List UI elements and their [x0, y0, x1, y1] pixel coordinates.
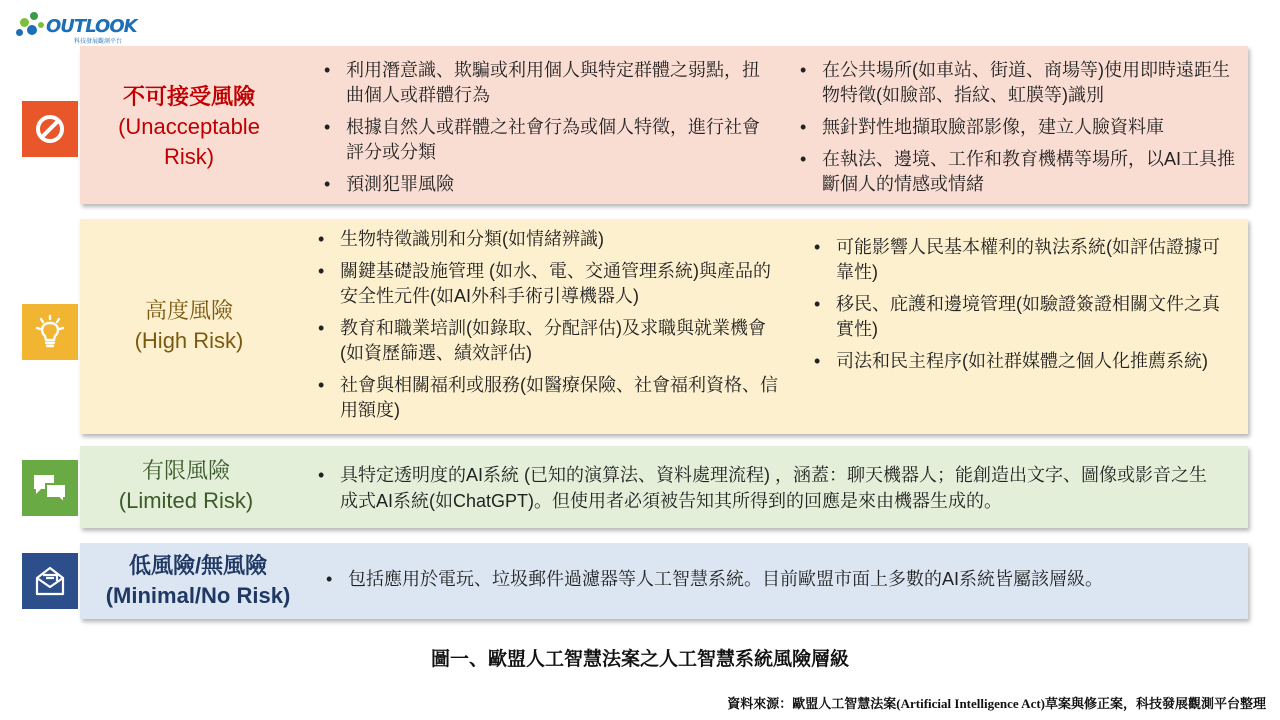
lightbulb-icon: [22, 304, 78, 360]
risk-band-unacceptable: [80, 46, 1248, 204]
risk-title-en: (High Risk): [134, 328, 244, 353]
risk-title-high: [80, 296, 298, 356]
envelope-icon: [22, 553, 78, 609]
chat-bubbles-icon: [22, 460, 78, 516]
outlook-logo: [14, 10, 137, 45]
bullet-item: • 關鍵基礎設施管理 (如水、電、交通管理系統)與產品的安全性元件(如AI外科手術引導機器人): [318, 259, 788, 309]
bullet-list: [318, 462, 1218, 521]
risk-band-high: [80, 219, 1248, 434]
risk-title-zh: 高度風險: [144, 298, 233, 323]
risk-title-zh: 低風險/無風險: [128, 553, 268, 578]
bullet-item: • 可能影響人民基本權利的執法系統(如評估證據可靠性): [814, 235, 1226, 285]
bullet-item: • 生物特徵識別和分類(如情緒辨識): [318, 227, 788, 252]
risk-band-limited: [80, 446, 1248, 528]
bullet-list: [326, 567, 1238, 599]
bullet-list-left: [324, 58, 770, 204]
bullet-item: • 司法和民主程序(如社群媒體之個人化推薦系統): [814, 349, 1226, 374]
risk-title-limited: [80, 456, 292, 516]
bullet-item: • 根據自然人或群體之社會行為或個人特徵，進行社會評分或分類: [324, 115, 770, 165]
risk-title-minimal: [80, 551, 316, 611]
source-note: 資料來源：歐盟人工智慧法案(Artificial Intelligence Act)草案與修正案，科技發展觀測平台整理: [727, 696, 1266, 711]
figure-caption: 圖一、歐盟人工智慧法案之人工智慧系統風險層級: [430, 649, 849, 670]
risk-title-unacceptable: [80, 82, 298, 172]
risk-title-en: (Minimal/No Risk): [105, 583, 291, 608]
bullet-list-left: [318, 227, 788, 430]
risk-title-zh: 有限風險: [141, 458, 230, 483]
bullet-item: • 無針對性地擷取臉部影像，建立人臉資料庫: [800, 115, 1246, 140]
risk-title-en: (Limited Risk): [118, 488, 254, 513]
bullet-item: • 在執法、邊境、工作和教育機構等場所，以AI工具推斷個人的情感或情緒: [800, 147, 1246, 197]
bullet-list-right: [800, 58, 1246, 204]
bullet-item: • 具特定透明度的AI系統 (已知的演算法、資料處理流程) ，涵蓋：聊天機器人；能創造出文字、圖像或影音之生成式AI系統(如ChatGPT)。但使用者必須被告知其所得到的回應是來由機器生成的。: [318, 462, 1218, 514]
risk-title-zh: 不可接受風險: [122, 84, 255, 109]
logo-subtitle: 科技發展觀測平台: [74, 39, 123, 45]
bullet-item: • 移民、庇護和邊境管理(如驗證簽證相關文件之真實性): [814, 292, 1226, 342]
bullet-item: • 利用潛意識、欺騙或利用個人與特定群體之弱點，扭曲個人或群體行為: [324, 58, 770, 108]
bullet-item: • 社會與相關福利或服務(如醫療保險、社會福利資格、信用額度): [318, 373, 788, 423]
risk-band-minimal: [80, 543, 1248, 619]
logo-wordmark: OUTLOOK: [46, 16, 137, 37]
bullet-item: • 預測犯罪風險: [324, 172, 770, 197]
bullet-item: • 包括應用於電玩、垃圾郵件過濾器等人工智慧系統。目前歐盟市面上多數的AI系統皆屬該層級。: [326, 567, 1238, 592]
risk-title-en: (Unacceptable Risk): [118, 114, 260, 169]
bullet-item: • 在公共場所(如車站、街道、商場等)使用即時遠距生物特徵(如臉部、指紋、虹膜等)識別: [800, 58, 1246, 108]
bullet-list-right: [814, 235, 1226, 381]
bullet-item: • 教育和職業培訓(如錄取、分配評估)及求職與就業機會(如資歷篩選、績效評估): [318, 316, 788, 366]
prohibited-icon: [22, 101, 78, 157]
